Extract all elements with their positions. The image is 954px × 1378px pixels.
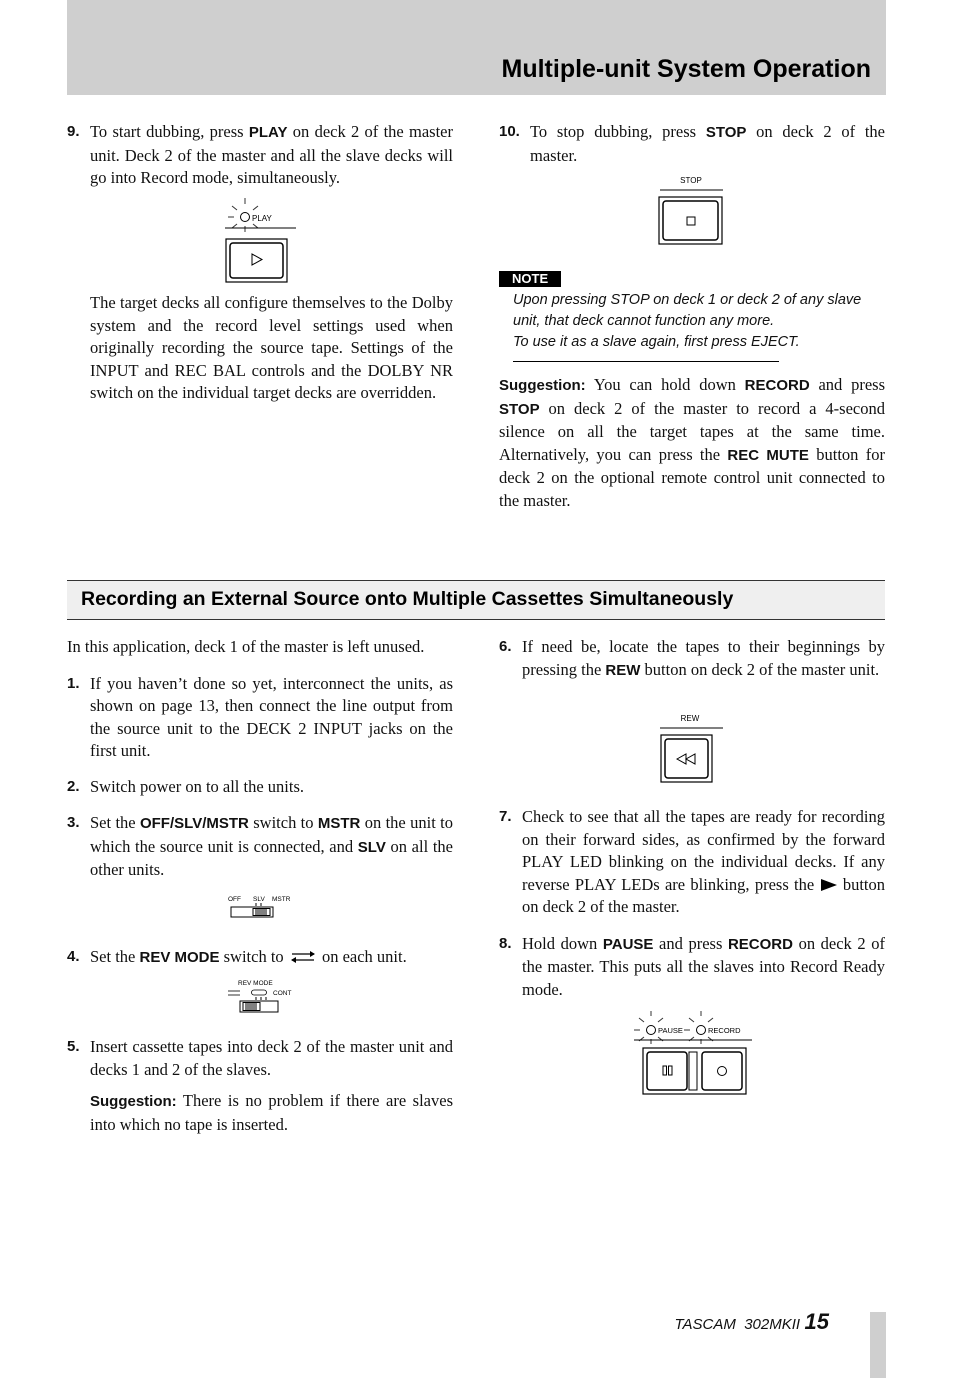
step-3: 3. Set the OFF/SLV/MSTR switch to MSTR on the unit to which the source unit is connected, and SLV on all the other units. [67, 813, 453, 879]
stop-button [663, 201, 718, 240]
one-way-icon [228, 991, 240, 995]
play-led [241, 213, 250, 222]
step-10: 10. To stop dubbing, press STOP on deck 2 of the master. [499, 122, 885, 165]
step-2: 2. Switch power on to all the units. [67, 776, 305, 796]
page-title: Multiple-unit System Operation [501, 55, 871, 83]
play-label: PLAY [252, 214, 272, 223]
note-divider [513, 361, 779, 362]
note-line-2: To use it as a slave again, first press EJECT. [513, 334, 800, 350]
step-1: 1. If you haven’t done so yet, interconnect the units, as shown on page 13, then connect the line output from the source unit to the DECK 2 INPUT jacks on the first unit. [67, 673, 453, 760]
bottom-right-column [499, 636, 885, 682]
suggestion-no-tape: Suggestion: There is no problem if there are slaves into which no tape is inserted. [90, 1091, 453, 1134]
step-4-wrap [67, 946, 453, 970]
step-4: 4. Set the REV MODE switch to on each unit. [67, 947, 407, 966]
step-6: 6. If need be, locate the tapes to their beginnings by pressing the REW button on deck 2 of the master unit. [499, 637, 885, 679]
note-box [499, 270, 889, 362]
bottom-left-column [67, 636, 453, 882]
step-5: 5. Insert cassette tapes into deck 2 of the master unit and decks 1 and 2 of the slaves. [67, 1037, 453, 1079]
step-7: 7. Check to see that all the tapes are ready for recording on their forward sides, as confirmed by the forward PLAY LED blinking on the individual decks. If any reverse PLAY LEDs are blinking, press the button on deck 2 of the master. [499, 807, 885, 916]
section-title: Recording an External Source onto Multiple Cassettes Simultaneously [81, 588, 734, 610]
top-left-column [67, 121, 453, 190]
svg-text:REV MODE: REV MODE [238, 980, 273, 987]
svg-text:CONT: CONT [273, 990, 292, 997]
section-heading-bar [67, 580, 885, 620]
svg-text:OFF: OFF [228, 896, 241, 903]
top-right-column [499, 121, 885, 167]
note-line-1: Upon pressing STOP on deck 1 or deck 2 of any slave unit, that deck cannot function any more. [513, 292, 862, 329]
rew-button-illustration [655, 710, 727, 786]
play-button [230, 243, 283, 278]
page-footer [674, 1309, 829, 1335]
play-forward-icon [820, 879, 838, 891]
intro-text: In this application, deck 1 of the master is left unused. [67, 637, 425, 656]
record-label: RECORD [708, 1026, 741, 1035]
footer-tab [870, 1312, 886, 1378]
dolby-paragraph: The target decks all configure themselves to the Dolby system and the record level settings used when originally recording the source tape. Settings of the INPUT and REC BAL controls and the DOLBY NR switch on the individual target decks are overridden. [90, 293, 453, 402]
step-9: 9. To start dubbing, press PLAY on deck 2 of the master unit. Deck 2 of the master and all the slave decks will go into Record mode, simultaneously. [67, 122, 453, 187]
stop-label: STOP [680, 176, 702, 185]
page-header [67, 0, 886, 95]
steps-7-8-wrap [499, 806, 885, 1001]
record-button [702, 1052, 742, 1090]
step-8: 8. Hold down PAUSE and press RECORD on deck 2 of the master. This puts all the slaves into Record Ready mode. [499, 933, 885, 999]
step-5-wrap [67, 1036, 453, 1136]
top-left-paragraph-wrap [67, 292, 453, 405]
pause-record-illustration [630, 1011, 760, 1097]
rew-label: REW [680, 714, 700, 723]
pause-label: PAUSE [658, 1026, 683, 1035]
svg-text:SLV: SLV [253, 896, 265, 903]
rev-mode-switch-illustration [223, 976, 301, 1016]
footer-brand: TASCAM 302MKII [674, 1316, 801, 1333]
record-led [697, 1026, 706, 1035]
one-way-reverse-icon [290, 951, 316, 963]
loop-icon [252, 990, 267, 995]
off-slv-mstr-switch-illustration [225, 893, 297, 921]
pause-led [647, 1026, 656, 1035]
suggestion-record-stop: Suggestion: You can hold down RECORD and press STOP on deck 2 of the master to record a 4-second silence on all the target tapes at the same time. Alternatively, you can press the REC MUTE button for deck 2 on the optional remote control unit connected to the master. [499, 375, 885, 510]
play-button-illustration [220, 198, 300, 286]
page-number: 15 [804, 1309, 829, 1334]
svg-text:MSTR: MSTR [272, 896, 291, 903]
note-label: NOTE [499, 271, 561, 287]
stop-button-illustration [655, 172, 727, 250]
